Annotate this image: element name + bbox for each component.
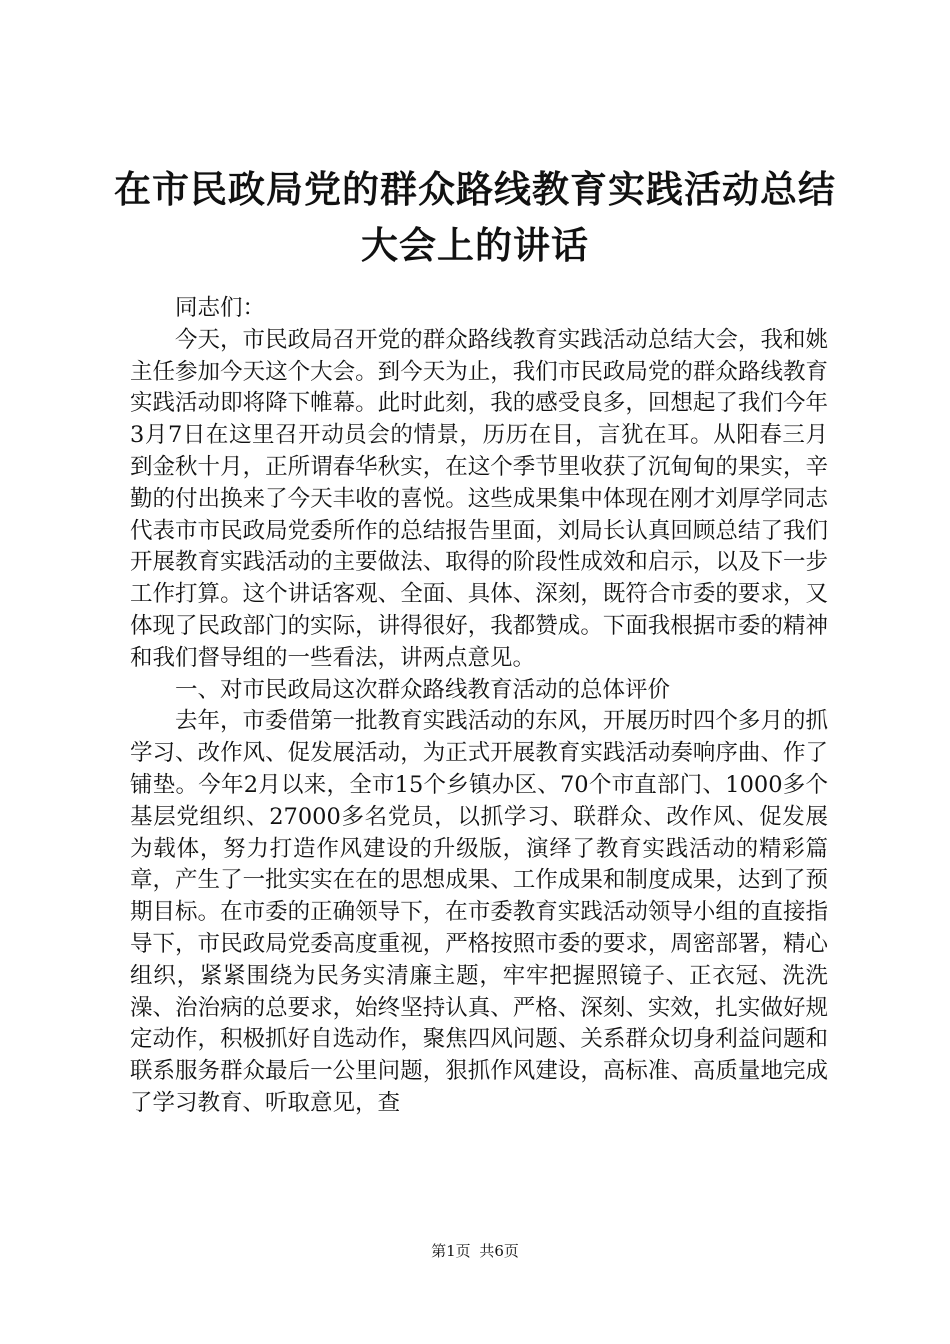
page-total: 共6页 [479, 1242, 519, 1260]
document-title: 在市民政局党的群众路线教育实践活动总结大会上的讲话 [114, 168, 836, 267]
body-paragraph: 去年，市委借第一批教育实践活动的东风，开展历时四个多月的抓学习、改作风、促发展活动，为正式开展教育实践活动奏响序曲、作了铺垫。今年2月以来，全市15个乡镇办区、70个市直部门、1000多个基层党组织、27000多名党员，以抓学习、联群众、改作风、促发展为载体，努力打造作风建设的升级版，演绎了教育实践活动的精彩篇章，产生了一批实实在在的思想成果、工作成果和制度成果，达到了预期目标。在市委的正确领导下，在市委教育实践活动领导小组的直接指导下，市民政局党委高度重视，严格按照市委的要求，周密部署，精心组织，紧紧围绕为民务实清廉主题，牢牢把握照镜子、正衣冠、洗洗澡、治治病的总要求，始终坚持认真、严格、深刻、实效，扎实做好规定动作，积极抓好自选动作，聚焦四风问题、关系群众切身利益问题和联系服务群众最后一公里问题，狠抓作风建设，高标准、高质量地完成了学习教育、听取意见，查 [130, 708, 828, 1116]
page-footer [0, 1241, 950, 1261]
document-body [130, 293, 828, 1120]
salutation-paragraph: 同志们： [175, 295, 266, 321]
section-heading: 一、对市民政局这次群众路线教育活动的总体评价 [175, 676, 671, 703]
page-number: 第1页 [431, 1242, 471, 1260]
body-paragraph: 今天，市民政局召开党的群众路线教育实践活动总结大会，我和姚主任参加今天这个大会。到今天为止，我们市民政局党的群众路线教育实践活动即将降下帷幕。此时此刻，我的感受良多，回想起了我们今年3月7日在这里召开动员会的情景，历历在目，言犹在耳。从阳春三月到金秋十月，正所谓春华秋实，在这个季节里收获了沉甸甸的果实，辛勤的付出换来了今天丰收的喜悦。这些成果集中体现在刚才刘厚学同志代表市市民政局党委所作的总结报告里面，刘局长认真回顾总结了我们开展教育实践活动的主要做法、取得的阶段性成效和启示，以及下一步工作打算。这个讲话客观、全面、具体、深刻，既符合市委的要求，又体现了民政部门的实际，讲得很好，我都赞成。下面我根据市委的精神和我们督导组的一些看法，讲两点意见。 [130, 326, 828, 671]
